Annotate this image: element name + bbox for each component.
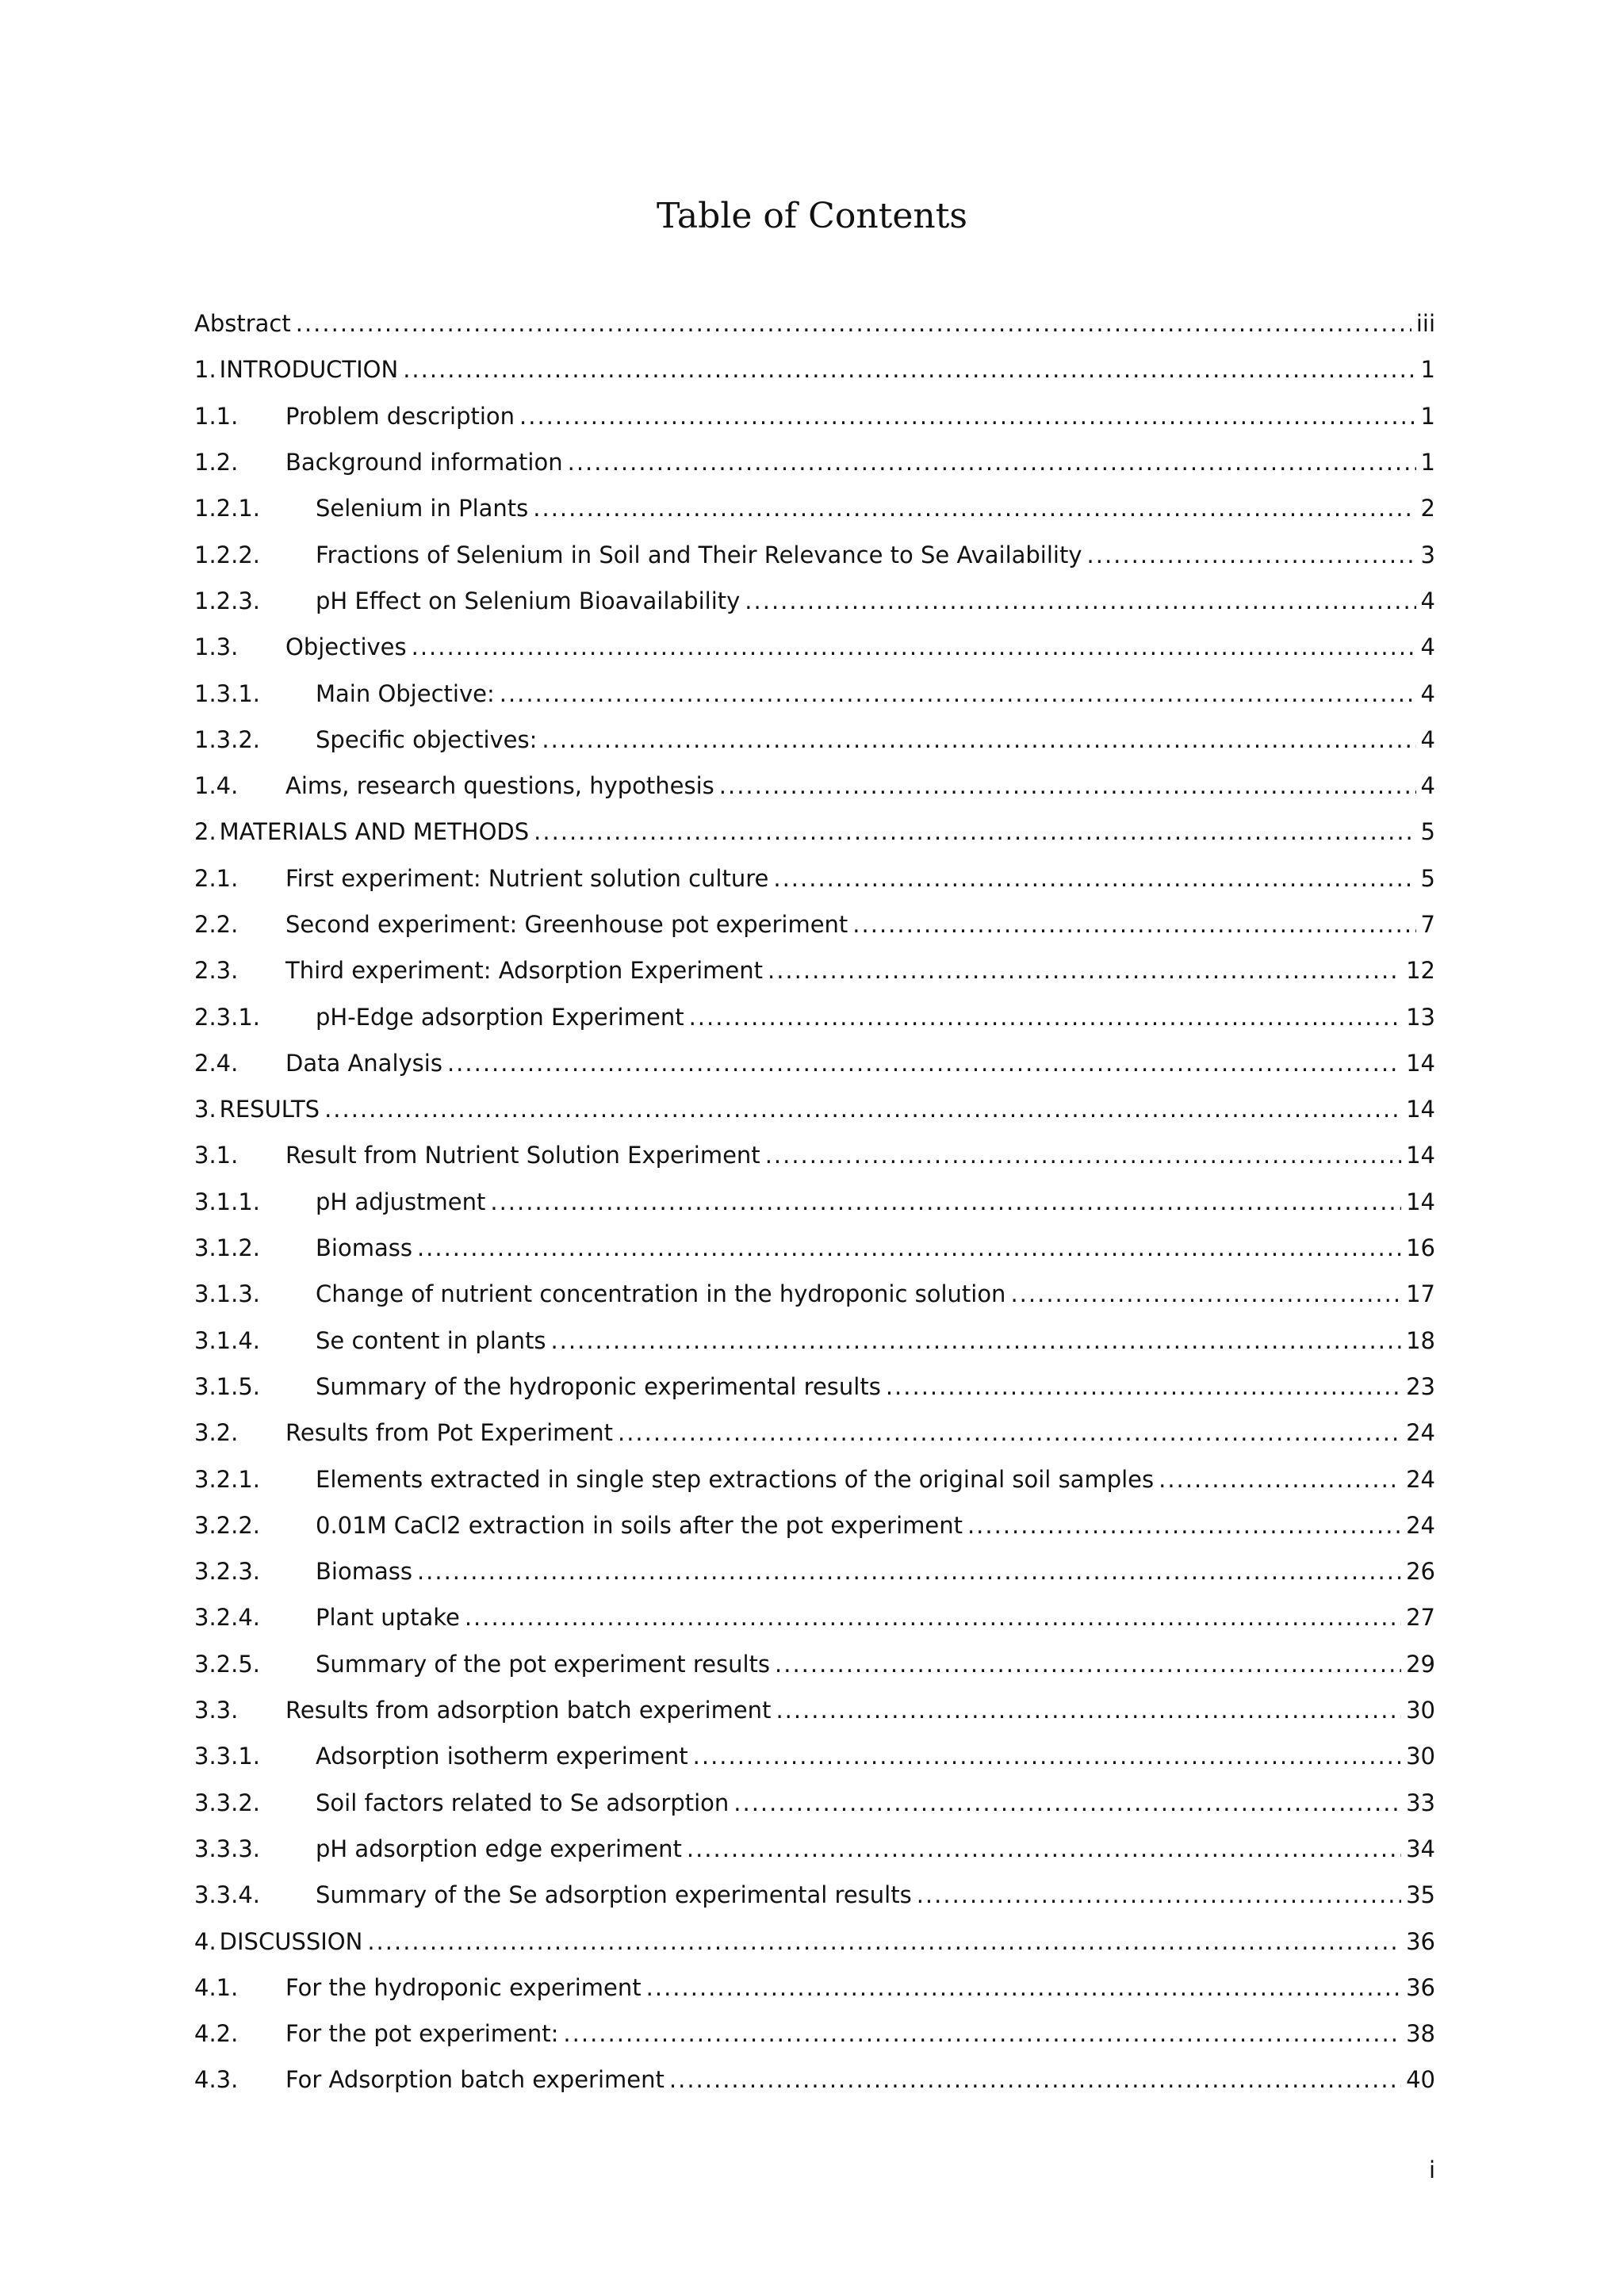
toc-entry[interactable] (194, 1040, 1435, 1086)
toc-entry-number: 1.4. (194, 772, 239, 800)
dot-leader (417, 1234, 1401, 1261)
dot-leader (689, 1004, 1402, 1031)
dot-leader (669, 2066, 1401, 2093)
toc-entry-page: 24 (1406, 1465, 1435, 1493)
table-of-contents (194, 300, 1435, 2103)
toc-entry-title: Adsorption isotherm experiment (316, 1743, 688, 1770)
toc-entry[interactable] (194, 2011, 1435, 2057)
toc-entry-page: 12 (1406, 957, 1435, 985)
toc-entry-number: 3.3. (194, 1697, 239, 1724)
toc-entry[interactable] (194, 1318, 1435, 1364)
toc-entry-page: 16 (1406, 1234, 1435, 1262)
toc-entry-title: Elements extracted in single step extractions of the original soil samples (316, 1465, 1155, 1493)
toc-entry-title: RESULTS (219, 1096, 320, 1123)
toc-entry-page: 1 (1420, 449, 1435, 476)
toc-entry[interactable] (194, 1271, 1435, 1317)
toc-entry-page: 4 (1420, 725, 1435, 753)
toc-entry-number: 3.2.4. (194, 1604, 261, 1632)
toc-entry-title: Aims, research questions, hypothesis (285, 772, 714, 800)
toc-entry-page: 1 (1420, 356, 1435, 384)
toc-entry-number: 2.1. (194, 864, 239, 892)
toc-entry[interactable] (194, 624, 1435, 670)
toc-entry-number: 1.2.3. (194, 587, 261, 614)
toc-entry-number: 3.3.1. (194, 1743, 261, 1770)
dot-leader (490, 1188, 1401, 1215)
toc-entry-page: 3 (1420, 541, 1435, 568)
toc-entry-page: 35 (1406, 1881, 1435, 1909)
toc-entry-page: 29 (1406, 1650, 1435, 1678)
dot-leader (773, 865, 1415, 892)
dot-leader (719, 772, 1416, 799)
toc-entry-number: 3.1.5. (194, 1372, 261, 1400)
toc-entry[interactable] (194, 1132, 1435, 1178)
dot-leader (296, 310, 1411, 337)
toc-entry[interactable] (194, 1733, 1435, 1779)
toc-entry-number: 3.2.2. (194, 1511, 261, 1539)
toc-entry[interactable] (194, 393, 1435, 439)
toc-entry-title: First experiment: Nutrient solution culture (285, 864, 769, 892)
toc-entry-page: 36 (1406, 1973, 1435, 2001)
toc-entry-title: Main Objective: (316, 679, 495, 707)
toc-entry-page: 24 (1406, 1419, 1435, 1447)
toc-entry[interactable] (194, 1965, 1435, 2011)
toc-entry[interactable] (194, 1225, 1435, 1271)
toc-entry[interactable] (194, 1364, 1435, 1410)
toc-entry-title: Change of nutrient concentration in the hydroponic solution (316, 1280, 1006, 1308)
toc-entry-number: 3.3.4. (194, 1881, 261, 1909)
toc-entry-number: 2. (194, 818, 216, 846)
toc-entry-page: 7 (1420, 911, 1435, 938)
dot-leader (534, 818, 1415, 845)
toc-entry[interactable] (194, 1826, 1435, 1872)
toc-entry-number: 1.3.2. (194, 725, 261, 753)
toc-entry-title: pH adsorption edge experiment (316, 1835, 682, 1862)
toc-entry-title: Abstract (194, 310, 291, 338)
toc-entry-number: 3.2.5. (194, 1650, 261, 1678)
toc-entry-title: Objectives (285, 633, 407, 661)
toc-entry-number: 1.1. (194, 402, 239, 430)
dot-leader (465, 1604, 1401, 1631)
dot-leader (417, 1558, 1401, 1585)
toc-entry[interactable] (194, 809, 1435, 855)
dot-leader (568, 449, 1416, 476)
toc-entry-page: 14 (1406, 1188, 1435, 1215)
toc-entry-number: 2.2. (194, 911, 239, 938)
dot-leader (775, 1651, 1401, 1678)
toc-entry-title: For Adsorption batch experiment (285, 2066, 665, 2094)
toc-entry-title: Biomass (316, 1234, 412, 1262)
dot-leader (765, 1142, 1401, 1169)
toc-entry[interactable] (194, 1456, 1435, 1502)
dot-leader (412, 633, 1416, 660)
toc-entry-page: 1 (1420, 402, 1435, 430)
toc-entry-title: MATERIALS AND METHODS (219, 818, 530, 846)
toc-entry-page: 27 (1406, 1604, 1435, 1632)
toc-entry-page: 23 (1406, 1372, 1435, 1400)
dot-leader (745, 587, 1415, 614)
dot-leader (403, 356, 1415, 383)
toc-entry-title: Se content in plants (316, 1326, 546, 1354)
toc-entry-number: 3.1. (194, 1142, 239, 1169)
toc-entry-page: 14 (1406, 1049, 1435, 1077)
toc-entry-title: For the hydroponic experiment (285, 1973, 642, 2001)
toc-entry[interactable] (194, 346, 1435, 392)
toc-entry-title: pH adjustment (316, 1188, 486, 1215)
dot-leader (519, 403, 1416, 430)
toc-entry-number: 2.3. (194, 957, 239, 985)
dot-leader (447, 1050, 1401, 1077)
toc-entry-number: 1.3. (194, 633, 239, 661)
toc-entry-page: 14 (1406, 1142, 1435, 1169)
toc-entry-number: 4. (194, 1927, 216, 1955)
dot-leader (563, 2020, 1401, 2047)
toc-entry-page: 4 (1420, 633, 1435, 661)
toc-entry-number: 3.1.3. (194, 1280, 261, 1308)
toc-entry[interactable] (194, 1780, 1435, 1826)
toc-entry-page: 34 (1406, 1835, 1435, 1862)
toc-entry[interactable] (194, 1086, 1435, 1132)
toc-entry[interactable] (194, 1872, 1435, 1918)
toc-entry-title: Third experiment: Adsorption Experiment (285, 957, 763, 985)
toc-entry-number: 1.2.1. (194, 495, 261, 522)
dot-leader (886, 1373, 1401, 1400)
toc-entry-title: Summary of the Se adsorption experimental results (316, 1881, 912, 1909)
toc-entry[interactable] (194, 717, 1435, 763)
toc-entry-title: Background information (285, 449, 563, 476)
toc-entry-number: 1.2.2. (194, 541, 261, 568)
toc-entry-page: iii (1415, 310, 1435, 338)
toc-entry-title: pH-Edge adsorption Experiment (316, 1003, 684, 1031)
toc-entry-page: 4 (1420, 679, 1435, 707)
toc-entry-title: Plant uptake (316, 1604, 460, 1632)
dot-leader (1087, 541, 1416, 568)
dot-leader (967, 1512, 1401, 1539)
toc-entry[interactable] (194, 578, 1435, 624)
toc-entry-page: 33 (1406, 1789, 1435, 1816)
toc-entry-title: Problem description (285, 402, 515, 430)
toc-entry-title: DISCUSSION (219, 1927, 363, 1955)
toc-entry-title: For the pot experiment: (285, 2020, 559, 2048)
toc-entry-title: Results from adsorption batch experiment (285, 1697, 772, 1724)
toc-entry[interactable] (194, 1502, 1435, 1548)
toc-entry-number: 3.2.1. (194, 1465, 261, 1493)
toc-entry-number: 3.3.2. (194, 1789, 261, 1816)
toc-entry-number: 2.4. (194, 1049, 239, 1077)
toc-entry-number: 3. (194, 1096, 216, 1123)
toc-entry[interactable] (194, 439, 1435, 485)
toc-entry[interactable] (194, 1641, 1435, 1687)
page-number: i (1428, 2156, 1435, 2183)
toc-entry-title: Data Analysis (285, 1049, 442, 1077)
toc-entry-page: 4 (1420, 772, 1435, 800)
toc-entry-number: 1.3.1. (194, 679, 261, 707)
toc-entry-title: Summary of the hydroponic experimental results (316, 1372, 881, 1400)
toc-entry[interactable] (194, 901, 1435, 947)
toc-entry-number: 1. (194, 356, 216, 384)
toc-entry-number: 3.1.1. (194, 1188, 261, 1215)
dot-leader (618, 1419, 1401, 1446)
toc-entry-number: 3.2. (194, 1419, 239, 1447)
toc-entry-number: 3.1.4. (194, 1326, 261, 1354)
toc-entry[interactable] (194, 1179, 1435, 1225)
toc-entry[interactable] (194, 2057, 1435, 2103)
toc-entry-title: Summary of the pot experiment results (316, 1650, 771, 1678)
toc-entry-page: 24 (1406, 1511, 1435, 1539)
page-title: Table of Contents (656, 196, 967, 236)
dot-leader (733, 1789, 1401, 1816)
toc-entry-title: Specific objectives: (316, 725, 538, 753)
toc-entry-title: Selenium in Plants (316, 495, 529, 522)
dot-leader (646, 1974, 1401, 2001)
toc-entry[interactable] (194, 947, 1435, 993)
toc-entry[interactable] (194, 1687, 1435, 1733)
dot-leader (776, 1697, 1401, 1724)
toc-entry[interactable] (194, 763, 1435, 809)
toc-entry-page: 5 (1420, 818, 1435, 846)
toc-entry-number: 1.2. (194, 449, 239, 476)
toc-entry-page: 38 (1406, 2020, 1435, 2048)
dot-leader (542, 726, 1415, 753)
toc-entry-title: INTRODUCTION (219, 356, 399, 384)
toc-entry[interactable] (194, 300, 1435, 346)
toc-entry[interactable] (194, 1918, 1435, 1964)
toc-entry[interactable] (194, 993, 1435, 1039)
toc-entry[interactable] (194, 855, 1435, 901)
toc-entry-page: 5 (1420, 864, 1435, 892)
dot-leader (768, 957, 1401, 984)
toc-entry[interactable] (194, 670, 1435, 716)
dot-leader (687, 1835, 1401, 1862)
toc-entry-page: 30 (1406, 1743, 1435, 1770)
toc-entry-number: 4.3. (194, 2066, 239, 2094)
toc-entry-number: 4.2. (194, 2020, 239, 2048)
toc-entry-page: 40 (1406, 2066, 1435, 2094)
toc-entry-title: Soil factors related to Se adsorption (316, 1789, 730, 1816)
toc-entry-page: 30 (1406, 1697, 1435, 1724)
toc-entry-number: 4.1. (194, 1973, 239, 2001)
toc-entry-page: 14 (1406, 1096, 1435, 1123)
toc-entry-title: Results from Pot Experiment (285, 1419, 613, 1447)
dot-leader (917, 1881, 1401, 1908)
toc-entry-page: 26 (1406, 1558, 1435, 1586)
toc-entry[interactable] (194, 1410, 1435, 1456)
dot-leader (1010, 1280, 1401, 1307)
dot-leader (324, 1096, 1401, 1123)
dot-leader (533, 495, 1415, 522)
toc-entry-page: 18 (1406, 1326, 1435, 1354)
toc-entry-title: Result from Nutrient Solution Experiment (285, 1142, 760, 1169)
toc-entry-number: 2.3.1. (194, 1003, 261, 1031)
toc-entry-page: 17 (1406, 1280, 1435, 1308)
toc-entry-title: Second experiment: Greenhouse pot experiment (285, 911, 848, 938)
toc-entry-number: 3.3.3. (194, 1835, 261, 1862)
dot-leader (1159, 1466, 1401, 1493)
toc-entry[interactable] (194, 1548, 1435, 1594)
toc-entry-page: 13 (1406, 1003, 1435, 1031)
toc-entry-title: pH Effect on Selenium Bioavailability (316, 587, 741, 614)
toc-entry[interactable] (194, 531, 1435, 577)
toc-entry-title: Biomass (316, 1558, 412, 1586)
dot-leader (500, 680, 1416, 707)
toc-entry-title: 0.01M CaCl2 extraction in soils after the pot experiment (316, 1511, 963, 1539)
toc-entry-page: 2 (1420, 495, 1435, 522)
toc-entry[interactable] (194, 1594, 1435, 1640)
dot-leader (367, 1928, 1401, 1955)
toc-entry-number: 3.2.3. (194, 1558, 261, 1586)
toc-entry-page: 36 (1406, 1927, 1435, 1955)
toc-entry-title: Fractions of Selenium in Soil and Their Relevance to Se Availability (316, 541, 1082, 568)
toc-entry-number: 3.1.2. (194, 1234, 261, 1262)
toc-entry-page: 4 (1420, 587, 1435, 614)
toc-entry[interactable] (194, 485, 1435, 531)
dot-leader (550, 1327, 1401, 1354)
dot-leader (852, 911, 1415, 938)
dot-leader (693, 1743, 1401, 1770)
